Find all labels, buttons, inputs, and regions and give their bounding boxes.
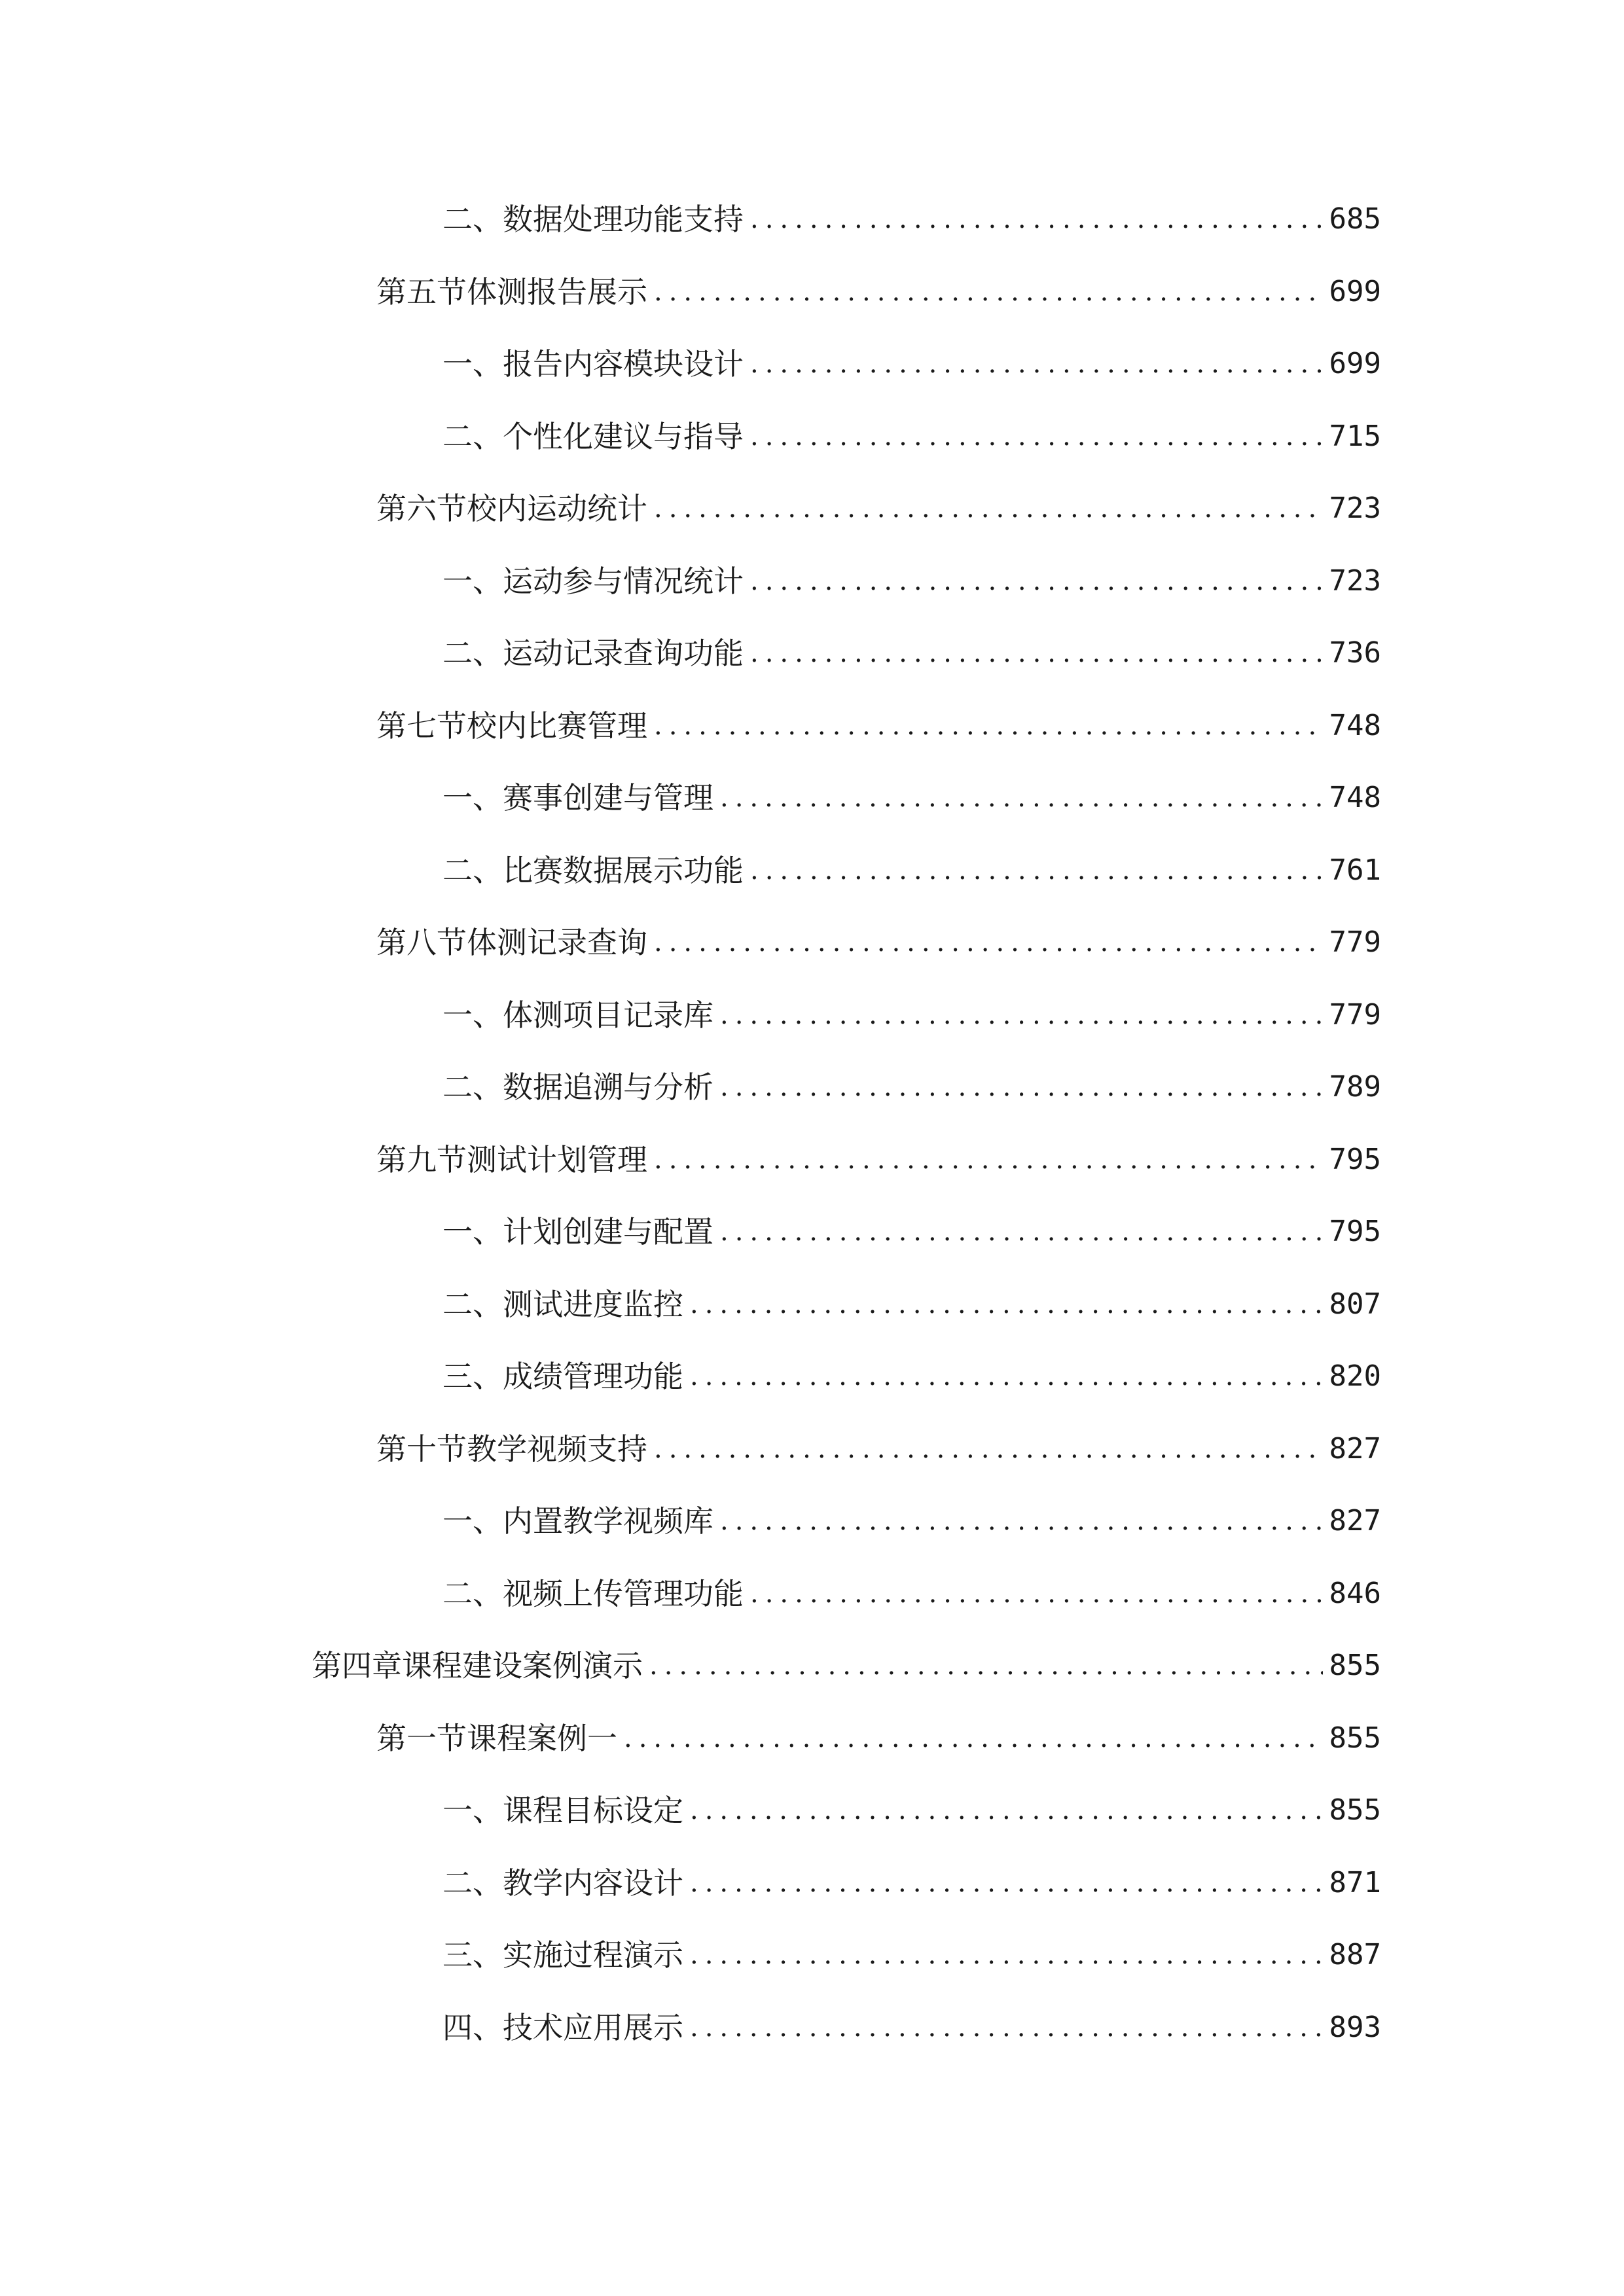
toc-entry[interactable] — [376, 1709, 1381, 1768]
toc-entry-title: 教学视频支持 — [467, 1431, 647, 1467]
toc-entry-title: 个性化建议与指导 — [503, 418, 744, 454]
toc-entry-page-number: 846 — [1329, 1576, 1381, 1610]
toc-entry-page-number: 807 — [1329, 1287, 1381, 1321]
toc-entry-number: 一、 — [442, 997, 503, 1033]
toc-entry-page-number: 887 — [1329, 1938, 1381, 1971]
toc-dot-leader — [690, 1926, 1323, 1984]
toc-dot-leader — [690, 1347, 1323, 1406]
toc-entry-title: 课程目标设定 — [503, 1793, 683, 1828]
toc-entry-page-number: 761 — [1329, 853, 1381, 887]
toc-entry-page-number: 699 — [1329, 347, 1381, 380]
toc-entry-title: 数据追溯与分析 — [503, 1069, 713, 1105]
toc-entry-title: 校内比赛管理 — [467, 708, 647, 744]
toc-entry[interactable] — [442, 1492, 1381, 1551]
toc-entry-title: 测试进度监控 — [503, 1286, 683, 1322]
toc-entry-number: 二、 — [442, 202, 503, 237]
toc-entry-number: 第一节 — [376, 1720, 467, 1756]
toc-entry-page-number: 779 — [1329, 925, 1381, 959]
toc-dot-leader — [750, 190, 1323, 249]
toc-entry[interactable] — [376, 1130, 1381, 1189]
toc-entry-number: 一、 — [442, 780, 503, 816]
toc-entry-title: 体测记录查询 — [467, 925, 647, 960]
toc-entry[interactable] — [442, 552, 1381, 611]
toc-dot-leader — [649, 1636, 1323, 1695]
toc-entry-page-number: 871 — [1329, 1865, 1381, 1899]
toc-entry[interactable] — [442, 190, 1381, 249]
toc-dot-leader — [654, 262, 1323, 321]
toc-dot-leader — [720, 986, 1323, 1045]
toc-dot-leader — [750, 334, 1323, 393]
toc-dot-leader — [624, 1709, 1323, 1768]
toc-entry[interactable] — [442, 768, 1381, 827]
toc-entry-number: 第七节 — [376, 708, 467, 744]
toc-entry-number: 二、 — [442, 418, 503, 454]
toc-dot-leader — [690, 1275, 1323, 1334]
toc-entry-page-number: 748 — [1329, 781, 1381, 814]
toc-entry-title: 视频上传管理功能 — [503, 1575, 744, 1611]
toc-dot-leader — [654, 913, 1323, 972]
toc-entry-page-number: 893 — [1329, 2010, 1381, 2044]
toc-entry-title: 赛事创建与管理 — [503, 780, 713, 816]
toc-entry[interactable] — [442, 1998, 1381, 2057]
toc-entry-number: 二、 — [442, 1865, 503, 1901]
toc-entry-title: 实施过程演示 — [503, 1937, 683, 1973]
toc-entry-page-number: 748 — [1329, 708, 1381, 742]
toc-entry-title: 运动记录查询功能 — [503, 636, 744, 671]
toc-dot-leader — [720, 768, 1323, 827]
toc-dot-leader — [750, 1564, 1323, 1623]
toc-entry-page-number: 795 — [1329, 1142, 1381, 1176]
toc-entry[interactable] — [442, 1926, 1381, 1984]
toc-entry-page-number: 779 — [1329, 997, 1381, 1031]
toc-dot-leader — [654, 696, 1323, 755]
toc-entry-page-number: 723 — [1329, 492, 1381, 525]
toc-entry-number: 二、 — [442, 1286, 503, 1322]
toc-entry[interactable] — [442, 1781, 1381, 1840]
toc-entry-title: 内置教学视频库 — [503, 1503, 713, 1539]
toc-entry[interactable] — [442, 1854, 1381, 1912]
toc-entry-title: 测试计划管理 — [467, 1141, 647, 1177]
toc-entry-number: 四、 — [442, 2009, 503, 2045]
toc-entry[interactable] — [442, 1347, 1381, 1406]
toc-entry-title: 计划创建与配置 — [503, 1214, 713, 1249]
toc-entry-title: 成绩管理功能 — [503, 1359, 683, 1394]
toc-entry-number: 三、 — [442, 1937, 503, 1973]
toc-entry-number: 一、 — [442, 563, 503, 599]
toc-entry[interactable] — [442, 1058, 1381, 1117]
toc-dot-leader — [654, 1420, 1323, 1479]
toc-entry-title: 报告内容模块设计 — [503, 346, 744, 382]
toc-entry-page-number: 827 — [1329, 1504, 1381, 1537]
toc-entry-page-number: 723 — [1329, 564, 1381, 598]
toc-entry-number: 二、 — [442, 852, 503, 888]
toc-entry-number: 一、 — [442, 1503, 503, 1539]
toc-dot-leader — [720, 1058, 1323, 1117]
toc-entry-number: 二、 — [442, 1069, 503, 1105]
toc-entry[interactable] — [376, 696, 1381, 755]
toc-entry-number: 三、 — [442, 1359, 503, 1394]
toc-entry-page-number: 820 — [1329, 1359, 1381, 1393]
toc-entry-title: 教学内容设计 — [503, 1865, 683, 1901]
toc-entry-number: 第八节 — [376, 925, 467, 960]
toc-entry-title: 技术应用展示 — [503, 2009, 683, 2045]
toc-entry[interactable] — [376, 1420, 1381, 1479]
toc-entry-number: 第四章 — [312, 1648, 402, 1683]
toc-entry-title: 课程建设案例演示 — [402, 1648, 643, 1683]
toc-entry-page-number: 715 — [1329, 419, 1381, 453]
toc-dot-leader — [720, 1202, 1323, 1261]
toc-entry-page-number: 699 — [1329, 274, 1381, 308]
toc-entry-number: 一、 — [442, 346, 503, 382]
toc-entry-title: 体测报告展示 — [467, 274, 647, 310]
toc-entry-number: 第五节 — [376, 274, 467, 310]
toc-entry-number: 一、 — [442, 1793, 503, 1828]
toc-entry-page-number: 855 — [1329, 1721, 1381, 1755]
toc-entry[interactable] — [442, 841, 1381, 900]
toc-entry[interactable] — [442, 624, 1381, 683]
toc-entry-title: 数据处理功能支持 — [503, 202, 744, 237]
toc-dot-leader — [654, 479, 1323, 538]
toc-dot-leader — [750, 624, 1323, 683]
toc-entry-title: 运动参与情况统计 — [503, 563, 744, 599]
toc-entry[interactable] — [442, 1564, 1381, 1623]
toc-entry[interactable] — [442, 1202, 1381, 1261]
toc-entry[interactable] — [376, 262, 1381, 321]
toc-dot-leader — [690, 1998, 1323, 2057]
toc-entry[interactable] — [376, 479, 1381, 538]
toc-entry[interactable] — [442, 334, 1381, 393]
toc-entry-title: 校内运动统计 — [467, 491, 647, 526]
toc-entry-title: 体测项目记录库 — [503, 997, 713, 1033]
toc-dot-leader — [750, 841, 1323, 900]
toc-entry-page-number: 789 — [1329, 1070, 1381, 1103]
toc-dot-leader — [690, 1854, 1323, 1912]
toc-dot-leader — [750, 407, 1323, 466]
toc-dot-leader — [750, 552, 1323, 611]
toc-entry-title: 比赛数据展示功能 — [503, 852, 744, 888]
toc-entry-page-number: 855 — [1329, 1649, 1381, 1682]
toc-entry-page-number: 827 — [1329, 1431, 1381, 1465]
toc-dot-leader — [690, 1781, 1323, 1840]
toc-entry-title: 课程案例一 — [467, 1720, 617, 1756]
toc-entry[interactable] — [442, 986, 1381, 1045]
toc-dot-leader — [720, 1492, 1323, 1551]
toc-dot-leader — [654, 1130, 1323, 1189]
toc-entry-page-number: 855 — [1329, 1793, 1381, 1827]
toc-entry-number: 一、 — [442, 1214, 503, 1249]
toc-entry-number: 第十节 — [376, 1431, 467, 1467]
toc-entry-page-number: 736 — [1329, 636, 1381, 670]
toc-entry-number: 二、 — [442, 1575, 503, 1611]
toc-entry[interactable] — [442, 1275, 1381, 1334]
toc-entry-number: 第六节 — [376, 491, 467, 526]
toc-entry[interactable] — [312, 1636, 1381, 1695]
toc-entry-page-number: 685 — [1329, 202, 1381, 236]
toc-entry-number: 二、 — [442, 636, 503, 671]
toc-entry-page-number: 795 — [1329, 1215, 1381, 1248]
toc-entry[interactable] — [442, 407, 1381, 466]
toc-entry-number: 第九节 — [376, 1141, 467, 1177]
toc-entry[interactable] — [376, 913, 1381, 972]
